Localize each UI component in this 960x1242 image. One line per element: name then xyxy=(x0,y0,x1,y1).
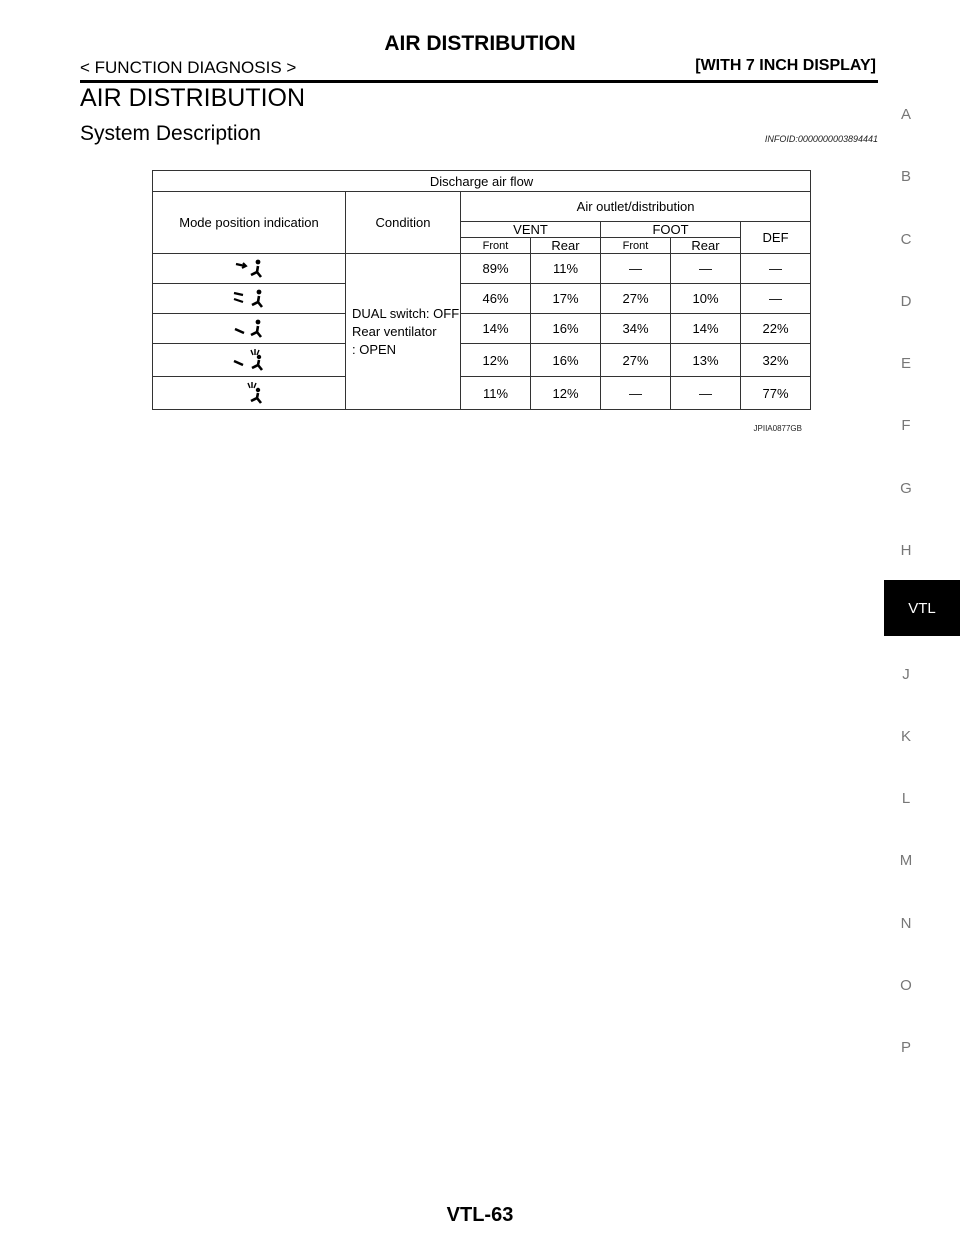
vent-front-value: 11% xyxy=(461,377,531,410)
side-index-h[interactable]: H xyxy=(900,542,912,559)
side-index-a[interactable]: A xyxy=(900,106,911,123)
def-value: — xyxy=(741,254,811,284)
table-caption: Discharge air flow xyxy=(153,171,811,192)
condition-rear-ventilator: Rear ventilator xyxy=(352,323,437,339)
def-value: 77% xyxy=(741,377,811,410)
page-header-title: AIR DISTRIBUTION xyxy=(384,32,576,55)
header-rule xyxy=(80,80,878,83)
foot-def-mode-icon xyxy=(153,344,346,377)
side-index-k[interactable]: K xyxy=(900,728,911,745)
vent-rear-value: 16% xyxy=(531,314,601,344)
foot-front-value: 34% xyxy=(601,314,671,344)
foot-rear-value: 13% xyxy=(671,344,741,377)
info-id: INFOID:0000000003894441 xyxy=(764,134,878,144)
air-distribution-table xyxy=(152,170,811,410)
header-display-label: [WITH 7 INCH DISPLAY] xyxy=(695,57,876,74)
side-index-p[interactable]: P xyxy=(900,1039,911,1056)
foot-rear-value: — xyxy=(671,377,741,410)
side-index-b[interactable]: B xyxy=(900,168,911,185)
vent-mode-icon xyxy=(153,254,346,284)
vent-rear-header: Rear xyxy=(531,238,601,254)
vent-rear-value: 11% xyxy=(531,254,601,284)
section-title: AIR DISTRIBUTION xyxy=(80,84,306,112)
foot-rear-value: 10% xyxy=(671,284,741,314)
side-index-m[interactable]: M xyxy=(899,852,913,869)
foot-front-value: — xyxy=(601,254,671,284)
side-index-n[interactable]: N xyxy=(900,915,912,932)
def-value: — xyxy=(741,284,811,314)
condition-cell xyxy=(346,254,461,410)
condition-dual-switch: DUAL switch: OFF xyxy=(352,305,460,321)
foot-front-value: — xyxy=(601,377,671,410)
def-mode-icon xyxy=(153,377,346,410)
side-index-vtl-active[interactable]: VTL xyxy=(884,580,960,636)
foot-front-value: 27% xyxy=(601,344,671,377)
vent-front-value: 89% xyxy=(461,254,531,284)
vent-rear-value: 17% xyxy=(531,284,601,314)
subsection-title: System Description xyxy=(80,122,261,145)
table-row xyxy=(153,377,811,410)
foot-rear-value: 14% xyxy=(671,314,741,344)
condition-open: : OPEN xyxy=(352,341,397,357)
foot-front-value: 27% xyxy=(601,284,671,314)
table-row xyxy=(153,254,811,284)
col-mode-header: Mode position indication xyxy=(153,192,346,254)
def-value: 22% xyxy=(741,314,811,344)
side-index-g[interactable]: G xyxy=(900,480,912,497)
side-index-o[interactable]: O xyxy=(900,977,912,994)
side-index-j[interactable]: J xyxy=(902,666,910,683)
foot-front-header: Front xyxy=(601,238,671,254)
vent-front-value: 14% xyxy=(461,314,531,344)
vent-rear-value: 16% xyxy=(531,344,601,377)
foot-header: FOOT xyxy=(601,222,741,238)
side-index-f[interactable]: F xyxy=(901,417,911,434)
figure-id: JPIIA0877GB xyxy=(753,424,802,433)
def-header: DEF xyxy=(741,222,811,254)
table-row xyxy=(153,344,811,377)
def-value: 32% xyxy=(741,344,811,377)
foot-rear-header: Rear xyxy=(671,238,741,254)
col-condition-header: Condition xyxy=(346,192,461,254)
side-index-c[interactable]: C xyxy=(900,231,912,248)
vent-rear-value: 12% xyxy=(531,377,601,410)
foot-rear-value: — xyxy=(671,254,741,284)
side-index-l[interactable]: L xyxy=(901,790,911,807)
table-row xyxy=(153,284,811,314)
page-number: VTL-63 xyxy=(446,1204,514,1226)
vent-front-header: Front xyxy=(461,238,531,254)
col-outlet-header: Air outlet/distribution xyxy=(461,192,811,222)
side-index-d[interactable]: D xyxy=(900,293,912,310)
bi-level-mode-icon xyxy=(153,284,346,314)
vent-front-value: 12% xyxy=(461,344,531,377)
side-index-e[interactable]: E xyxy=(900,355,911,372)
table-row xyxy=(153,314,811,344)
vent-header: VENT xyxy=(461,222,601,238)
vent-front-value: 46% xyxy=(461,284,531,314)
header-section-label: < FUNCTION DIAGNOSIS > xyxy=(80,58,297,77)
foot-mode-icon xyxy=(153,314,346,344)
